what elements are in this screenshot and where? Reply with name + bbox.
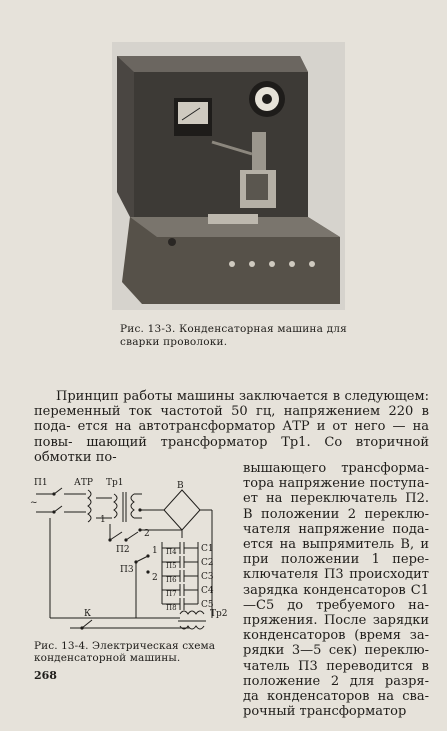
label-pos3-2: 2 — [152, 573, 158, 583]
paragraph-main: Принцип работы машины заключается в следующем: переменный ток частотой 50 гц, напряжением 220 в пода- ется на автотрансформатор АТР и от него — на повы- шающий трансформатор Тр1. Со вторичной обмотки по- — [34, 389, 429, 465]
label-atr: АТР — [74, 478, 93, 488]
label-pos2: 2 — [144, 529, 150, 539]
label-p4: П4 — [166, 548, 177, 556]
label-b: В — [177, 481, 184, 491]
label-p5: П5 — [166, 562, 177, 570]
body-paragraph — [34, 389, 429, 465]
label-c2: С2 — [201, 558, 214, 568]
label-pos3-1: 1 — [152, 546, 158, 556]
label-p3: П3 — [120, 565, 134, 575]
label-c4: С4 — [201, 586, 214, 596]
machine-photo — [112, 42, 345, 310]
label-p7: П7 — [166, 590, 177, 598]
label-pos1: 1 — [100, 515, 106, 525]
label-tilde: ~ — [30, 498, 38, 508]
label-p6: П6 — [166, 576, 177, 584]
label-tp2: Тр2 — [210, 609, 228, 619]
label-p2: П2 — [116, 545, 130, 555]
label-tp1: Тр1 — [106, 478, 124, 488]
figure-caption-13-4: Рис. 13-4. Электрическая схема конденсаторной машины. — [34, 640, 216, 664]
body-paragraph-column: вышающего трансформа- тора напряжение поступа- ет на переключатель П2. В положении 2 переклю- чателя напряжение пода- ется на выпрямитель В, и при положении 1 пере- ключателя П3 происходит зарядка конденсаторов С1—С5 до требуемого на- пряжения. После зарядки конденсаторов (время за- рядки 3—5 сек) переклю- чатель П3 переводится в положение 2 для разря- да конденсаторов на сва- рочный трансформатор — [243, 461, 429, 720]
page-number: 268 — [34, 669, 57, 682]
label-k: К — [84, 609, 91, 619]
figure-caption-13-3: Рис. 13-3. Конденсаторная машина для сварки проволоки. — [120, 323, 347, 348]
label-p1: П1 — [34, 478, 48, 488]
label-p8: П8 — [166, 604, 177, 612]
label-c3: С3 — [201, 572, 214, 582]
label-c1: С1 — [201, 544, 214, 554]
electrical-schematic — [30, 478, 240, 642]
label-c5: С5 — [201, 600, 214, 610]
